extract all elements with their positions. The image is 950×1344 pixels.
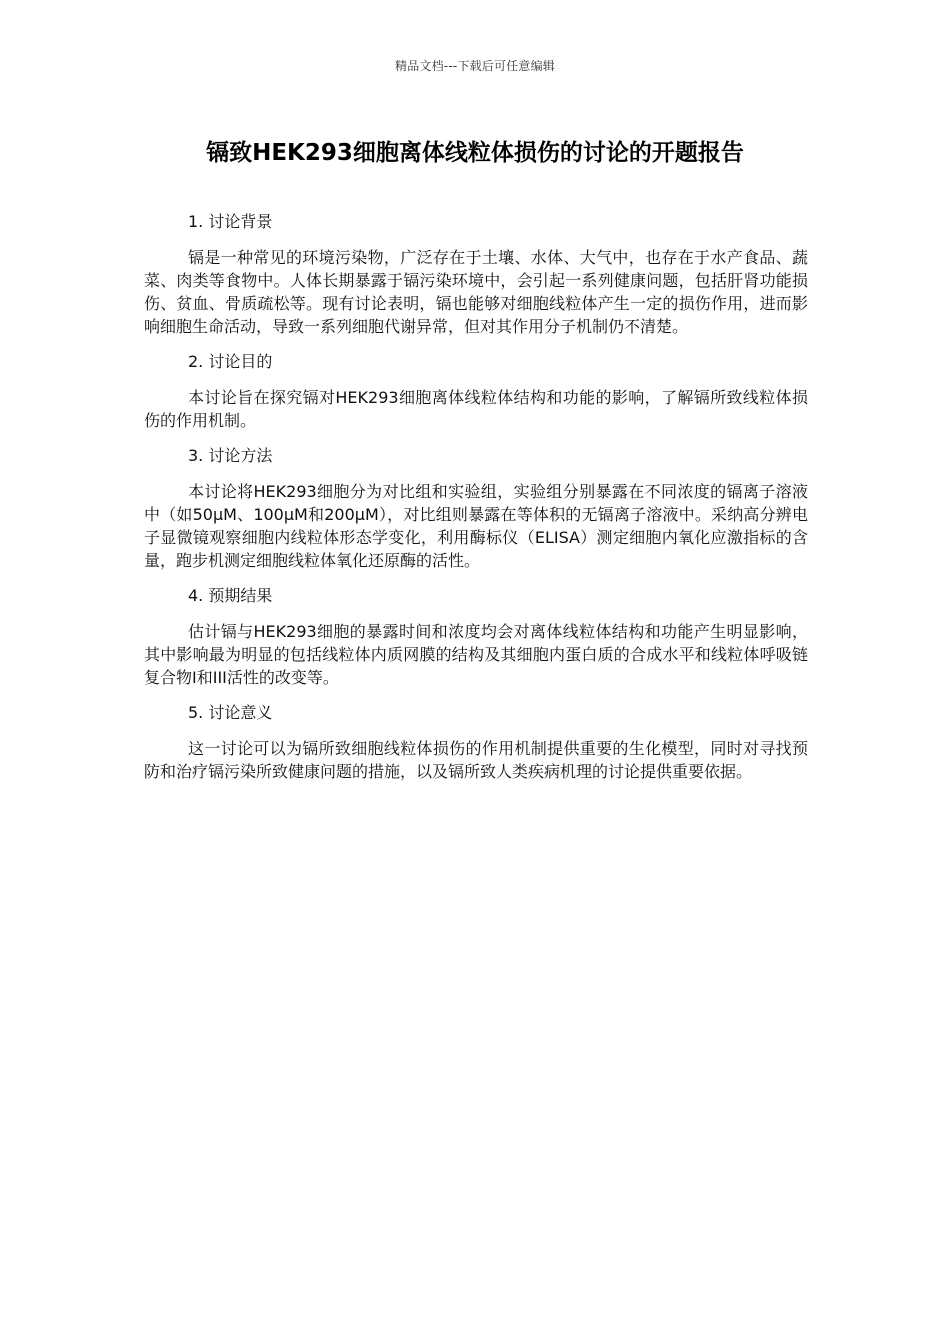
section-paragraph: 本讨论将HEK293细胞分为对比组和实验组，实验组分别暴露在不同浓度的镉离子溶液中（如50μM、100μM和200μM），对比组则暴露在等体积的无镉离子溶液中。采纳高分辨电子显微镜观察细胞内线粒体形态学变化，利用酶标仪（ELISA）测定细胞内氧化应激指标的含量，跑步机测定细胞线粒体氧化还原酶的活性。: [144, 482, 808, 570]
section-paragraph: 本讨论旨在探究镉对HEK293细胞离体线粒体结构和功能的影响，了解镉所致线粒体损伤的作用机制。: [144, 388, 808, 430]
section-expected-results: [144, 584, 808, 689]
section-paragraph: 估计镉与HEK293细胞的暴露时间和浓度均会对离体线粒体结构和功能产生明显影响，其中影响最为明显的包括线粒体内质网膜的结构及其细胞内蛋白质的合成水平和线粒体呼吸链复合物I和III活性的改变等。: [144, 622, 808, 687]
section-heading: 1. 讨论背景: [188, 212, 273, 231]
section-heading: 2. 讨论目的: [188, 352, 273, 371]
section-heading: 4. 预期结果: [188, 586, 273, 605]
section-purpose: [144, 350, 808, 432]
section-methods: [144, 444, 808, 572]
section-significance: [144, 701, 808, 783]
section-background: [144, 210, 808, 338]
section-paragraph: 这一讨论可以为镉所致细胞线粒体损伤的作用机制提供重要的生化模型，同时对寻找预防和治疗镉污染所致健康问题的措施，以及镉所致人类疾病机理的讨论提供重要依据。: [144, 739, 808, 781]
section-paragraph: 镉是一种常见的环境污染物，广泛存在于土壤、水体、大气中，也存在于水产食品、蔬菜、肉类等食物中。人体长期暴露于镉污染环境中，会引起一系列健康问题，包括肝肾功能损伤、贫血、骨质疏松等。现有讨论表明，镉也能够对细胞线粒体产生一定的损伤作用，进而影响细胞生命活动，导致一系列细胞代谢异常，但对其作用分子机制仍不清楚。: [144, 248, 808, 336]
section-heading: 3. 讨论方法: [188, 446, 273, 465]
document-title: 镉致HEK293细胞离体线粒体损伤的讨论的开题报告: [206, 140, 744, 166]
section-heading: 5. 讨论意义: [188, 703, 273, 722]
document-body: [144, 210, 808, 795]
page-header: 精品文档---下载后可任意编辑: [395, 59, 555, 73]
